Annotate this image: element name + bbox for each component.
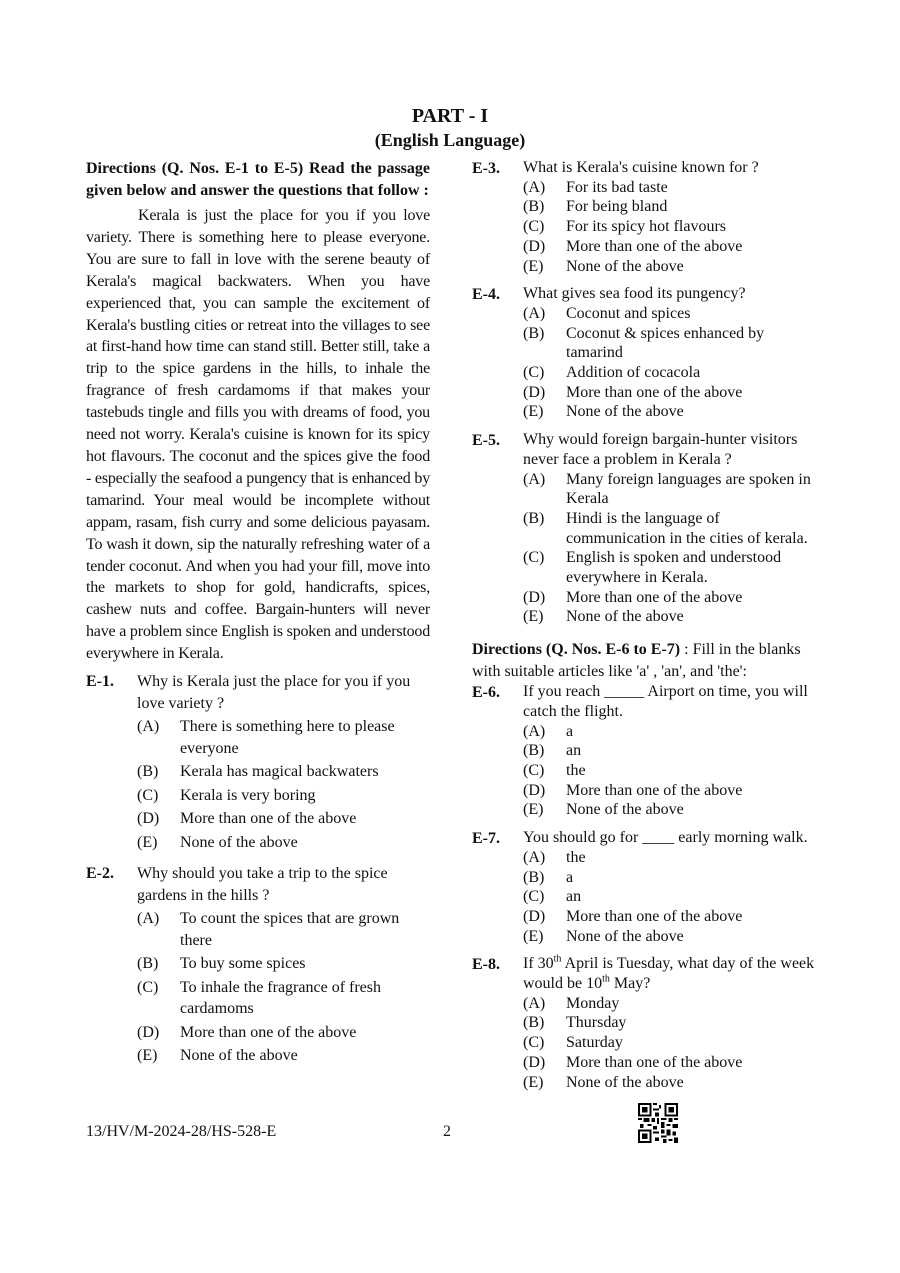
question-body: [137, 863, 430, 1067]
option[interactable]: [523, 509, 816, 548]
question-text: You should go for ____ early morning walk.: [523, 829, 808, 847]
part-title: PART - I: [411, 105, 489, 127]
option-label: (E): [137, 833, 158, 851]
question-number: E-3.: [472, 160, 500, 177]
option-text: Addition of cocacola: [566, 364, 701, 382]
question-e4: [472, 284, 816, 422]
question-number: E-2.: [86, 865, 114, 883]
option[interactable]: [523, 800, 816, 820]
option[interactable]: [137, 785, 430, 807]
option-label: (B): [523, 509, 545, 527]
option[interactable]: [523, 588, 816, 608]
option[interactable]: [523, 761, 816, 781]
option-text: More than one of the above: [180, 1023, 357, 1041]
option-label: (C): [137, 786, 159, 804]
qr-code-icon: [638, 1103, 678, 1143]
option-text: None of the above: [180, 1047, 298, 1065]
option[interactable]: [523, 1053, 816, 1073]
option-text: an: [566, 888, 582, 906]
option-text: an: [566, 742, 582, 760]
option[interactable]: [523, 887, 816, 907]
question-number: E-8.: [472, 956, 500, 974]
option-label: (C): [137, 978, 159, 996]
option-text: the: [566, 848, 586, 866]
option[interactable]: [523, 907, 816, 927]
option-text: None of the above: [180, 833, 298, 851]
option-text: None of the above: [566, 927, 684, 945]
option-label: (D): [523, 383, 546, 401]
option-text: the: [566, 761, 586, 779]
question-body: [523, 954, 816, 1092]
question-body: [523, 284, 816, 422]
option-label: (D): [523, 1053, 546, 1071]
option-label: (A): [523, 848, 546, 866]
right-column: [472, 158, 816, 1092]
option-text: Thursday: [566, 1014, 627, 1032]
question-text: Why is Kerala just the place for you if you love variety ?: [137, 673, 411, 712]
option-text: There is something here to please everyone: [180, 718, 395, 757]
question-text-part: May?: [609, 975, 651, 993]
option-label: (C): [523, 218, 545, 236]
question-e6: [472, 682, 816, 820]
option-label: (E): [523, 257, 544, 275]
left-column: [86, 158, 430, 1067]
option-label: (B): [523, 198, 545, 216]
option[interactable]: [523, 1033, 816, 1053]
option[interactable]: [523, 927, 816, 947]
option[interactable]: [137, 832, 430, 854]
option[interactable]: [137, 908, 430, 951]
option-text: More than one of the above: [566, 907, 743, 925]
option-label: (A): [523, 470, 546, 488]
option[interactable]: [523, 470, 816, 509]
question-number: E-6.: [472, 684, 500, 702]
option[interactable]: [137, 808, 430, 830]
question-text: Why should you take a trip to the spice gardens in the hills ?: [137, 865, 388, 904]
option-label: (C): [523, 549, 545, 567]
question-body: [523, 828, 816, 946]
option-label: (B): [523, 742, 545, 760]
option-label: (A): [137, 718, 160, 736]
option-text: Saturday: [566, 1034, 623, 1052]
reading-passage: Kerala is just the place for you if you love variety. There is something here to please everyone. You are sure to fall in love with the serene beauty of Kerala's magical backwaters. When you have experienced that, you can sample the excitement of Kerala's bustling cities or retreat into the villages to see at first-hand how time can stand still. Better still, take a trip to the spice gardens in the hills, to inhale the fragrance of fresh cardamoms if that makes your tastebuds tingle and fills you with dreams of food, you need not worry. Kerala's cuisine is known for its spicy hot flavours. The coconut and the spices give the food - especially the seafood a pungency that is enhanced by tamarind. Your meal would be incomplete without appam, rasam, fish curry and some delicious payasam. To wash it down, sip the naturally refreshing water of a tender coconut. And when you had your fill, move into the markets to shop for gold, handicrafts, spices, cashew nuts and coffee. Bargain-hunters will never have a problem since English is spoken and understood everywhere in Kerala.: [86, 207, 430, 663]
option[interactable]: [523, 722, 816, 742]
option[interactable]: [523, 994, 816, 1014]
option-text: To inhale the fragrance of fresh cardamoms: [180, 978, 381, 1018]
option-text: None of the above: [566, 403, 684, 421]
question-text-part: April is Tuesday, what day of the week would be 10: [523, 955, 815, 993]
option-label: (B): [523, 324, 545, 342]
question-e7: [472, 828, 816, 946]
question-text: Why would foreign bargain-hunter visitors never face a problem in Kerala ?: [523, 431, 798, 468]
option-text: Monday: [566, 994, 620, 1012]
directions-heading: Directions (Q. Nos. E-6 to E-7): [472, 641, 681, 659]
question-text: What gives sea food its pungency?: [523, 285, 746, 303]
question-e2: [86, 863, 430, 1067]
option-text: To buy some spices: [180, 955, 306, 973]
option[interactable]: [137, 977, 430, 1020]
option-text: None of the above: [566, 257, 684, 275]
option[interactable]: [523, 781, 816, 801]
option-label: (C): [523, 364, 545, 382]
option[interactable]: [523, 324, 816, 363]
option[interactable]: [523, 197, 816, 217]
option-text: More than one of the above: [566, 781, 743, 799]
question-body: [523, 682, 816, 820]
option-text: To count the spices that are grown there: [180, 910, 400, 949]
option-text: Kerala is very boring: [180, 786, 316, 804]
directions-text: : Fill in the blanks with suitable articles like 'a' , 'an', and 'the':: [472, 641, 801, 680]
option[interactable]: [137, 1022, 430, 1044]
question-number: E-4.: [472, 286, 500, 304]
option-label: (D): [523, 588, 546, 606]
option-label: (A): [137, 910, 160, 928]
page-header: [0, 104, 900, 152]
ordinal-suffix: th: [602, 973, 610, 985]
option-text: Coconut & spices enhanced by tamarind: [566, 324, 765, 362]
question-e8: [472, 954, 816, 1092]
option[interactable]: [137, 716, 430, 759]
option-label: (B): [137, 763, 159, 781]
option-label: (E): [523, 403, 544, 421]
option-text: More than one of the above: [180, 810, 357, 828]
option[interactable]: [523, 741, 816, 761]
option-label: (C): [523, 888, 545, 906]
option[interactable]: [137, 1045, 430, 1067]
option-text: None of the above: [566, 1073, 684, 1091]
option[interactable]: [523, 257, 816, 277]
option-label: (A): [523, 304, 546, 322]
option[interactable]: [523, 607, 816, 627]
question-text: If you reach _____ Airport on time, you will catch the flight.: [523, 683, 808, 720]
option[interactable]: [523, 402, 816, 422]
option-label: (E): [523, 801, 544, 819]
option-label: (B): [137, 955, 159, 973]
question-text: What is Kerala's cuisine known for ?: [523, 159, 759, 176]
option[interactable]: [523, 548, 816, 587]
option-text: a: [566, 868, 574, 886]
option[interactable]: [523, 237, 816, 257]
question-number: E-1.: [86, 673, 114, 691]
option[interactable]: [523, 217, 816, 237]
option[interactable]: [523, 868, 816, 888]
option-text: For being bland: [566, 198, 668, 216]
option-text: More than one of the above: [566, 237, 743, 255]
ordinal-suffix: th: [553, 953, 562, 965]
option-label: (C): [523, 761, 545, 779]
option[interactable]: [523, 383, 816, 403]
option[interactable]: [137, 761, 430, 783]
directions-e6-e7: [472, 639, 816, 682]
option-label: (B): [523, 1014, 545, 1032]
question-e1: [86, 671, 430, 853]
question-e5: [472, 430, 816, 627]
option-text: None of the above: [566, 801, 684, 819]
option-text: English is spoken and understood everywhere in Kerala.: [566, 549, 782, 587]
option-text: Kerala has magical backwaters: [180, 763, 379, 781]
question-body: [523, 158, 816, 276]
option-text: Hindi is the language of communication in the cities of kerala.: [566, 509, 808, 547]
option-label: (E): [137, 1047, 158, 1065]
paper-code: 13/HV/M-2024-28/HS-528-E: [86, 1123, 277, 1140]
option-label: (C): [523, 1034, 545, 1052]
option-label: (D): [523, 781, 546, 799]
option-label: (B): [523, 868, 545, 886]
option-label: (D): [523, 237, 546, 255]
option-text: Many foreign languages are spoken in Kerala: [566, 470, 811, 508]
option-label: (D): [137, 1023, 160, 1041]
option-text: a: [566, 722, 574, 740]
question-text-part: If 30: [523, 955, 554, 973]
option[interactable]: [523, 1013, 816, 1033]
question-number: E-5.: [472, 432, 500, 450]
option[interactable]: [137, 953, 430, 975]
option[interactable]: [523, 178, 816, 198]
option-label: (A): [523, 722, 546, 740]
option-text: For its spicy hot flavours: [566, 218, 726, 236]
option-text: More than one of the above: [566, 588, 743, 606]
option-label: (E): [523, 608, 544, 626]
option-label: (D): [137, 810, 160, 828]
option[interactable]: [523, 1073, 816, 1093]
option-text: More than one of the above: [566, 1053, 743, 1071]
question-text: [523, 954, 816, 993]
option-label: (D): [523, 907, 546, 925]
question-body: [523, 430, 816, 627]
option-label: (A): [523, 994, 546, 1012]
option-label: (E): [523, 1073, 544, 1091]
question-body: [137, 671, 430, 853]
option-text: Coconut and spices: [566, 304, 691, 322]
option-text: For its bad taste: [566, 178, 668, 196]
option-label: (A): [523, 178, 546, 196]
question-number: E-7.: [472, 830, 500, 848]
option[interactable]: [523, 363, 816, 383]
option-text: None of the above: [566, 608, 684, 626]
page-number: 2: [443, 1123, 451, 1140]
question-e3: [472, 158, 816, 276]
directions-e1-e5: Directions (Q. Nos. E-1 to E-5) Read the passage given below and answer the questions that follow :: [86, 160, 430, 199]
option[interactable]: [523, 304, 816, 324]
option-text: More than one of the above: [566, 383, 743, 401]
option[interactable]: [523, 848, 816, 868]
option-label: (E): [523, 927, 544, 945]
section-subtitle: (English Language): [374, 130, 526, 150]
